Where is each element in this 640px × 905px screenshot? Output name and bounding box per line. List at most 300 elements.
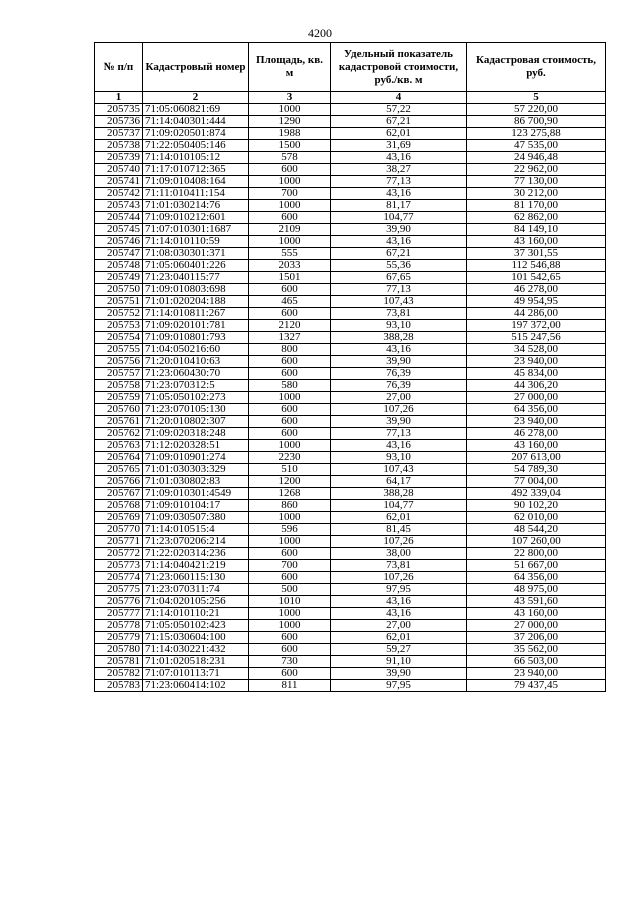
unit-value-cell: 43,16	[331, 344, 467, 356]
table-row	[95, 440, 606, 452]
area-cell: 600	[249, 368, 331, 380]
cadastral-value-cell: 34 528,00	[467, 344, 606, 356]
cadastral-value-cell: 57 220,00	[467, 104, 606, 116]
row-number-cell: 205776	[95, 596, 143, 608]
cadastral-number-cell: 71:04:050216:60	[143, 344, 249, 356]
cadastral-number-cell: 71:09:010801:793	[143, 332, 249, 344]
row-number-cell: 205740	[95, 164, 143, 176]
cadastral-number-cell: 71:14:010515:4	[143, 524, 249, 536]
area-cell: 600	[249, 308, 331, 320]
cadastral-number-cell: 71:09:020101:781	[143, 320, 249, 332]
cadastral-value-cell: 515 247,56	[467, 332, 606, 344]
table-row	[95, 260, 606, 272]
unit-value-cell: 62,01	[331, 632, 467, 644]
cadastral-value-cell: 43 160,00	[467, 440, 606, 452]
area-cell: 555	[249, 248, 331, 260]
cadastral-number-cell: 71:14:010105:12	[143, 152, 249, 164]
unit-value-cell: 73,81	[331, 560, 467, 572]
table-row	[95, 212, 606, 224]
table-row	[95, 152, 606, 164]
row-number-cell: 205744	[95, 212, 143, 224]
cadastral-value-cell: 46 278,00	[467, 428, 606, 440]
cadastral-number-cell: 71:14:010110:21	[143, 608, 249, 620]
cadastral-value-cell: 37 301,55	[467, 248, 606, 260]
unit-value-cell: 43,16	[331, 440, 467, 452]
column-number: 2	[143, 92, 249, 104]
unit-value-cell: 39,90	[331, 668, 467, 680]
area-cell: 1000	[249, 176, 331, 188]
row-number-cell: 205741	[95, 176, 143, 188]
row-number-cell: 205748	[95, 260, 143, 272]
cadastral-value-cell: 27 000,00	[467, 392, 606, 404]
row-number-cell: 205751	[95, 296, 143, 308]
area-cell: 1200	[249, 476, 331, 488]
row-number-cell: 205781	[95, 656, 143, 668]
table-row	[95, 248, 606, 260]
table-row	[95, 584, 606, 596]
header-row-number: № п/п	[95, 43, 143, 92]
area-cell: 600	[249, 284, 331, 296]
unit-value-cell: 67,21	[331, 248, 467, 260]
row-number-cell: 205738	[95, 140, 143, 152]
table-row	[95, 308, 606, 320]
row-number-cell: 205737	[95, 128, 143, 140]
area-cell: 600	[249, 356, 331, 368]
cadastral-value-cell: 23 940,00	[467, 416, 606, 428]
cadastral-value-table	[94, 42, 606, 692]
area-cell: 2230	[249, 452, 331, 464]
row-number-cell: 205774	[95, 572, 143, 584]
table-row	[95, 668, 606, 680]
unit-value-cell: 31,69	[331, 140, 467, 152]
cadastral-number-cell: 71:09:010408:164	[143, 176, 249, 188]
table-row	[95, 128, 606, 140]
row-number-cell: 205757	[95, 368, 143, 380]
cadastral-value-cell: 35 562,00	[467, 644, 606, 656]
table-row	[95, 524, 606, 536]
unit-value-cell: 77,13	[331, 284, 467, 296]
unit-value-cell: 67,65	[331, 272, 467, 284]
table-row	[95, 644, 606, 656]
cadastral-value-cell: 23 940,00	[467, 356, 606, 368]
column-number: 3	[249, 92, 331, 104]
cadastral-value-cell: 81 170,00	[467, 200, 606, 212]
area-cell: 600	[249, 548, 331, 560]
table-row	[95, 512, 606, 524]
area-cell: 600	[249, 416, 331, 428]
table-row	[95, 392, 606, 404]
row-number-cell: 205758	[95, 380, 143, 392]
row-number-cell: 205778	[95, 620, 143, 632]
area-cell: 1000	[249, 536, 331, 548]
cadastral-value-cell: 86 700,90	[467, 116, 606, 128]
row-number-cell: 205761	[95, 416, 143, 428]
column-number-row	[95, 92, 606, 104]
table-row	[95, 560, 606, 572]
cadastral-value-cell: 54 789,30	[467, 464, 606, 476]
table-row	[95, 404, 606, 416]
table-row	[95, 596, 606, 608]
cadastral-value-cell: 44 286,00	[467, 308, 606, 320]
cadastral-value-cell: 47 535,00	[467, 140, 606, 152]
area-cell: 1000	[249, 392, 331, 404]
table-row	[95, 188, 606, 200]
unit-value-cell: 43,16	[331, 152, 467, 164]
column-number: 4	[331, 92, 467, 104]
cadastral-number-cell: 71:17:010712:365	[143, 164, 249, 176]
row-number-cell: 205739	[95, 152, 143, 164]
unit-value-cell: 104,77	[331, 212, 467, 224]
unit-value-cell: 97,95	[331, 680, 467, 692]
area-cell: 700	[249, 560, 331, 572]
unit-value-cell: 91,10	[331, 656, 467, 668]
area-cell: 500	[249, 584, 331, 596]
cadastral-value-cell: 101 542,65	[467, 272, 606, 284]
unit-value-cell: 64,17	[331, 476, 467, 488]
area-cell: 1988	[249, 128, 331, 140]
unit-value-cell: 107,26	[331, 404, 467, 416]
cadastral-number-cell: 71:14:010110:59	[143, 236, 249, 248]
cadastral-number-cell: 71:23:060115:130	[143, 572, 249, 584]
header-cadastral-value: Кадастровая стоимость, руб.	[467, 43, 606, 92]
cadastral-value-cell: 23 940,00	[467, 668, 606, 680]
area-cell: 1000	[249, 608, 331, 620]
table-row	[95, 464, 606, 476]
unit-value-cell: 39,90	[331, 224, 467, 236]
unit-value-cell: 388,28	[331, 332, 467, 344]
area-cell: 600	[249, 668, 331, 680]
unit-value-cell: 81,45	[331, 524, 467, 536]
unit-value-cell: 62,01	[331, 512, 467, 524]
row-number-cell: 205749	[95, 272, 143, 284]
row-number-cell: 205775	[95, 584, 143, 596]
cadastral-value-cell: 112 546,88	[467, 260, 606, 272]
row-number-cell: 205780	[95, 644, 143, 656]
cadastral-value-cell: 46 278,00	[467, 284, 606, 296]
table-row	[95, 656, 606, 668]
unit-value-cell: 59,27	[331, 644, 467, 656]
area-cell: 730	[249, 656, 331, 668]
column-number: 5	[467, 92, 606, 104]
unit-value-cell: 62,01	[331, 128, 467, 140]
unit-value-cell: 93,10	[331, 320, 467, 332]
cadastral-value-cell: 77 004,00	[467, 476, 606, 488]
cadastral-number-cell: 71:14:040421:219	[143, 560, 249, 572]
row-number-cell: 205770	[95, 524, 143, 536]
table-row	[95, 164, 606, 176]
cadastral-number-cell: 71:05:060821:69	[143, 104, 249, 116]
cadastral-number-cell: 71:14:010811:267	[143, 308, 249, 320]
row-number-cell: 205766	[95, 476, 143, 488]
table-row	[95, 608, 606, 620]
table-row	[95, 236, 606, 248]
cadastral-value-cell: 51 667,00	[467, 560, 606, 572]
cadastral-number-cell: 71:23:070311:74	[143, 584, 249, 596]
cadastral-value-cell: 77 130,00	[467, 176, 606, 188]
area-cell: 1000	[249, 200, 331, 212]
cadastral-number-cell: 71:14:030221:432	[143, 644, 249, 656]
area-cell: 800	[249, 344, 331, 356]
cadastral-value-cell: 64 356,00	[467, 572, 606, 584]
cadastral-value-cell: 22 962,00	[467, 164, 606, 176]
row-number-cell: 205747	[95, 248, 143, 260]
cadastral-number-cell: 71:09:010104:17	[143, 500, 249, 512]
cadastral-value-cell: 64 356,00	[467, 404, 606, 416]
area-cell: 2120	[249, 320, 331, 332]
unit-value-cell: 76,39	[331, 368, 467, 380]
unit-value-cell: 55,36	[331, 260, 467, 272]
table-row	[95, 632, 606, 644]
area-cell: 578	[249, 152, 331, 164]
unit-value-cell: 43,16	[331, 608, 467, 620]
row-number-cell: 205756	[95, 356, 143, 368]
row-number-cell: 205760	[95, 404, 143, 416]
row-number-cell: 205772	[95, 548, 143, 560]
cadastral-value-cell: 492 339,04	[467, 488, 606, 500]
unit-value-cell: 81,17	[331, 200, 467, 212]
cadastral-value-cell: 43 160,00	[467, 236, 606, 248]
table-row	[95, 176, 606, 188]
cadastral-value-cell: 107 260,00	[467, 536, 606, 548]
unit-value-cell: 27,00	[331, 392, 467, 404]
table-row	[95, 416, 606, 428]
area-cell: 1290	[249, 116, 331, 128]
table-row	[95, 296, 606, 308]
table-row	[95, 140, 606, 152]
cadastral-value-cell: 79 437,45	[467, 680, 606, 692]
table-row	[95, 500, 606, 512]
cadastral-number-cell: 71:04:020105:256	[143, 596, 249, 608]
cadastral-number-cell: 71:05:060401:226	[143, 260, 249, 272]
table-row	[95, 356, 606, 368]
unit-value-cell: 73,81	[331, 308, 467, 320]
area-cell: 1268	[249, 488, 331, 500]
cadastral-number-cell: 71:20:010802:307	[143, 416, 249, 428]
cadastral-number-cell: 71:20:010410:63	[143, 356, 249, 368]
area-cell: 600	[249, 428, 331, 440]
cadastral-number-cell: 71:15:030604:100	[143, 632, 249, 644]
cadastral-value-cell: 37 206,00	[467, 632, 606, 644]
row-number-cell: 205742	[95, 188, 143, 200]
unit-value-cell: 77,13	[331, 428, 467, 440]
unit-value-cell: 27,00	[331, 620, 467, 632]
cadastral-value-cell: 123 275,88	[467, 128, 606, 140]
table-row	[95, 284, 606, 296]
cadastral-value-cell: 90 102,20	[467, 500, 606, 512]
unit-value-cell: 77,13	[331, 176, 467, 188]
unit-value-cell: 67,21	[331, 116, 467, 128]
row-number-cell: 205746	[95, 236, 143, 248]
row-number-cell: 205753	[95, 320, 143, 332]
area-cell: 465	[249, 296, 331, 308]
cadastral-number-cell: 71:09:010212:601	[143, 212, 249, 224]
unit-value-cell: 104,77	[331, 500, 467, 512]
cadastral-number-cell: 71:22:050405:146	[143, 140, 249, 152]
table-row	[95, 224, 606, 236]
cadastral-value-cell: 43 160,00	[467, 608, 606, 620]
cadastral-number-cell: 71:09:020318:248	[143, 428, 249, 440]
unit-value-cell: 107,43	[331, 464, 467, 476]
unit-value-cell: 107,26	[331, 572, 467, 584]
row-number-cell: 205769	[95, 512, 143, 524]
table-row	[95, 104, 606, 116]
row-number-cell: 205777	[95, 608, 143, 620]
unit-value-cell: 39,90	[331, 416, 467, 428]
cadastral-value-cell: 62 010,00	[467, 512, 606, 524]
cadastral-value-cell: 197 372,00	[467, 320, 606, 332]
table-row	[95, 536, 606, 548]
area-cell: 1327	[249, 332, 331, 344]
cadastral-number-cell: 71:01:020518:231	[143, 656, 249, 668]
area-cell: 2109	[249, 224, 331, 236]
area-cell: 1000	[249, 512, 331, 524]
cadastral-number-cell: 71:23:060430:70	[143, 368, 249, 380]
row-number-cell: 205762	[95, 428, 143, 440]
cadastral-value-cell: 44 306,20	[467, 380, 606, 392]
cadastral-number-cell: 71:01:030303:329	[143, 464, 249, 476]
table-row	[95, 332, 606, 344]
area-cell: 1000	[249, 620, 331, 632]
unit-value-cell: 107,26	[331, 536, 467, 548]
table-row	[95, 344, 606, 356]
unit-value-cell: 57,22	[331, 104, 467, 116]
area-cell: 1000	[249, 104, 331, 116]
row-number-cell: 205783	[95, 680, 143, 692]
cadastral-value-cell: 84 149,10	[467, 224, 606, 236]
unit-value-cell: 97,95	[331, 584, 467, 596]
cadastral-value-cell: 66 503,00	[467, 656, 606, 668]
row-number-cell: 205755	[95, 344, 143, 356]
row-number-cell: 205782	[95, 668, 143, 680]
area-cell: 580	[249, 380, 331, 392]
table-body	[95, 104, 606, 692]
header-unit-value: Удельный показатель кадастровой стоимости, руб./кв. м	[331, 43, 467, 92]
cadastral-number-cell: 71:05:050102:423	[143, 620, 249, 632]
cadastral-number-cell: 71:01:020204:188	[143, 296, 249, 308]
cadastral-number-cell: 71:12:020328:51	[143, 440, 249, 452]
unit-value-cell: 38,00	[331, 548, 467, 560]
table-row	[95, 452, 606, 464]
area-cell: 600	[249, 404, 331, 416]
table-header-row	[95, 43, 606, 92]
table-row	[95, 380, 606, 392]
cadastral-value-cell: 62 862,00	[467, 212, 606, 224]
table-row	[95, 476, 606, 488]
row-number-cell: 205754	[95, 332, 143, 344]
area-cell: 700	[249, 188, 331, 200]
table-row	[95, 620, 606, 632]
area-cell: 1000	[249, 236, 331, 248]
cadastral-number-cell: 71:09:010803:698	[143, 284, 249, 296]
unit-value-cell: 93,10	[331, 452, 467, 464]
area-cell: 1000	[249, 440, 331, 452]
cadastral-number-cell: 71:01:030802:83	[143, 476, 249, 488]
cadastral-number-cell: 71:23:040115:77	[143, 272, 249, 284]
column-number: 1	[95, 92, 143, 104]
cadastral-value-cell: 49 954,95	[467, 296, 606, 308]
cadastral-number-cell: 71:23:070206:214	[143, 536, 249, 548]
area-cell: 2033	[249, 260, 331, 272]
row-number-cell: 205743	[95, 200, 143, 212]
cadastral-number-cell: 71:07:010113:71	[143, 668, 249, 680]
unit-value-cell: 39,90	[331, 356, 467, 368]
area-cell: 600	[249, 212, 331, 224]
cadastral-number-cell: 71:05:050102:273	[143, 392, 249, 404]
row-number-cell: 205773	[95, 560, 143, 572]
table-row	[95, 200, 606, 212]
table-row	[95, 116, 606, 128]
header-area: Площадь, кв. м	[249, 43, 331, 92]
cadastral-value-cell: 48 544,20	[467, 524, 606, 536]
row-number-cell: 205763	[95, 440, 143, 452]
area-cell: 600	[249, 164, 331, 176]
row-number-cell: 205745	[95, 224, 143, 236]
unit-value-cell: 76,39	[331, 380, 467, 392]
unit-value-cell: 107,43	[331, 296, 467, 308]
cadastral-value-cell: 30 212,00	[467, 188, 606, 200]
cadastral-value-cell: 43 591,60	[467, 596, 606, 608]
area-cell: 860	[249, 500, 331, 512]
area-cell: 811	[249, 680, 331, 692]
row-number-cell: 205759	[95, 392, 143, 404]
cadastral-number-cell: 71:01:030214:76	[143, 200, 249, 212]
cadastral-number-cell: 71:23:060414:102	[143, 680, 249, 692]
cadastral-value-cell: 45 834,00	[467, 368, 606, 380]
unit-value-cell: 38,27	[331, 164, 467, 176]
cadastral-number-cell: 71:14:040301:444	[143, 116, 249, 128]
table-row	[95, 320, 606, 332]
cadastral-value-cell: 27 000,00	[467, 620, 606, 632]
cadastral-number-cell: 71:09:020501:874	[143, 128, 249, 140]
row-number-cell: 205764	[95, 452, 143, 464]
area-cell: 600	[249, 632, 331, 644]
table-row	[95, 488, 606, 500]
row-number-cell: 205768	[95, 500, 143, 512]
table-row	[95, 428, 606, 440]
row-number-cell: 205771	[95, 536, 143, 548]
area-cell: 1501	[249, 272, 331, 284]
area-cell: 1010	[249, 596, 331, 608]
unit-value-cell: 388,28	[331, 488, 467, 500]
table-row	[95, 572, 606, 584]
cadastral-number-cell: 71:11:010411:154	[143, 188, 249, 200]
area-cell: 510	[249, 464, 331, 476]
unit-value-cell: 43,16	[331, 236, 467, 248]
row-number-cell: 205779	[95, 632, 143, 644]
row-number-cell: 205765	[95, 464, 143, 476]
table-row	[95, 680, 606, 692]
row-number-cell: 205736	[95, 116, 143, 128]
cadastral-number-cell: 71:09:010901:274	[143, 452, 249, 464]
table-row	[95, 272, 606, 284]
table-row	[95, 548, 606, 560]
cadastral-value-cell: 24 946,48	[467, 152, 606, 164]
cadastral-number-cell: 71:09:010301:4549	[143, 488, 249, 500]
area-cell: 600	[249, 644, 331, 656]
cadastral-value-cell: 207 613,00	[467, 452, 606, 464]
cadastral-number-cell: 71:08:030301:371	[143, 248, 249, 260]
page-number: 4200	[308, 26, 332, 40]
cadastral-number-cell: 71:22:020314:236	[143, 548, 249, 560]
row-number-cell: 205735	[95, 104, 143, 116]
cadastral-value-cell: 48 975,00	[467, 584, 606, 596]
row-number-cell: 205752	[95, 308, 143, 320]
row-number-cell: 205750	[95, 284, 143, 296]
area-cell: 600	[249, 572, 331, 584]
cadastral-number-cell: 71:07:010301:1687	[143, 224, 249, 236]
area-cell: 1500	[249, 140, 331, 152]
unit-value-cell: 43,16	[331, 188, 467, 200]
